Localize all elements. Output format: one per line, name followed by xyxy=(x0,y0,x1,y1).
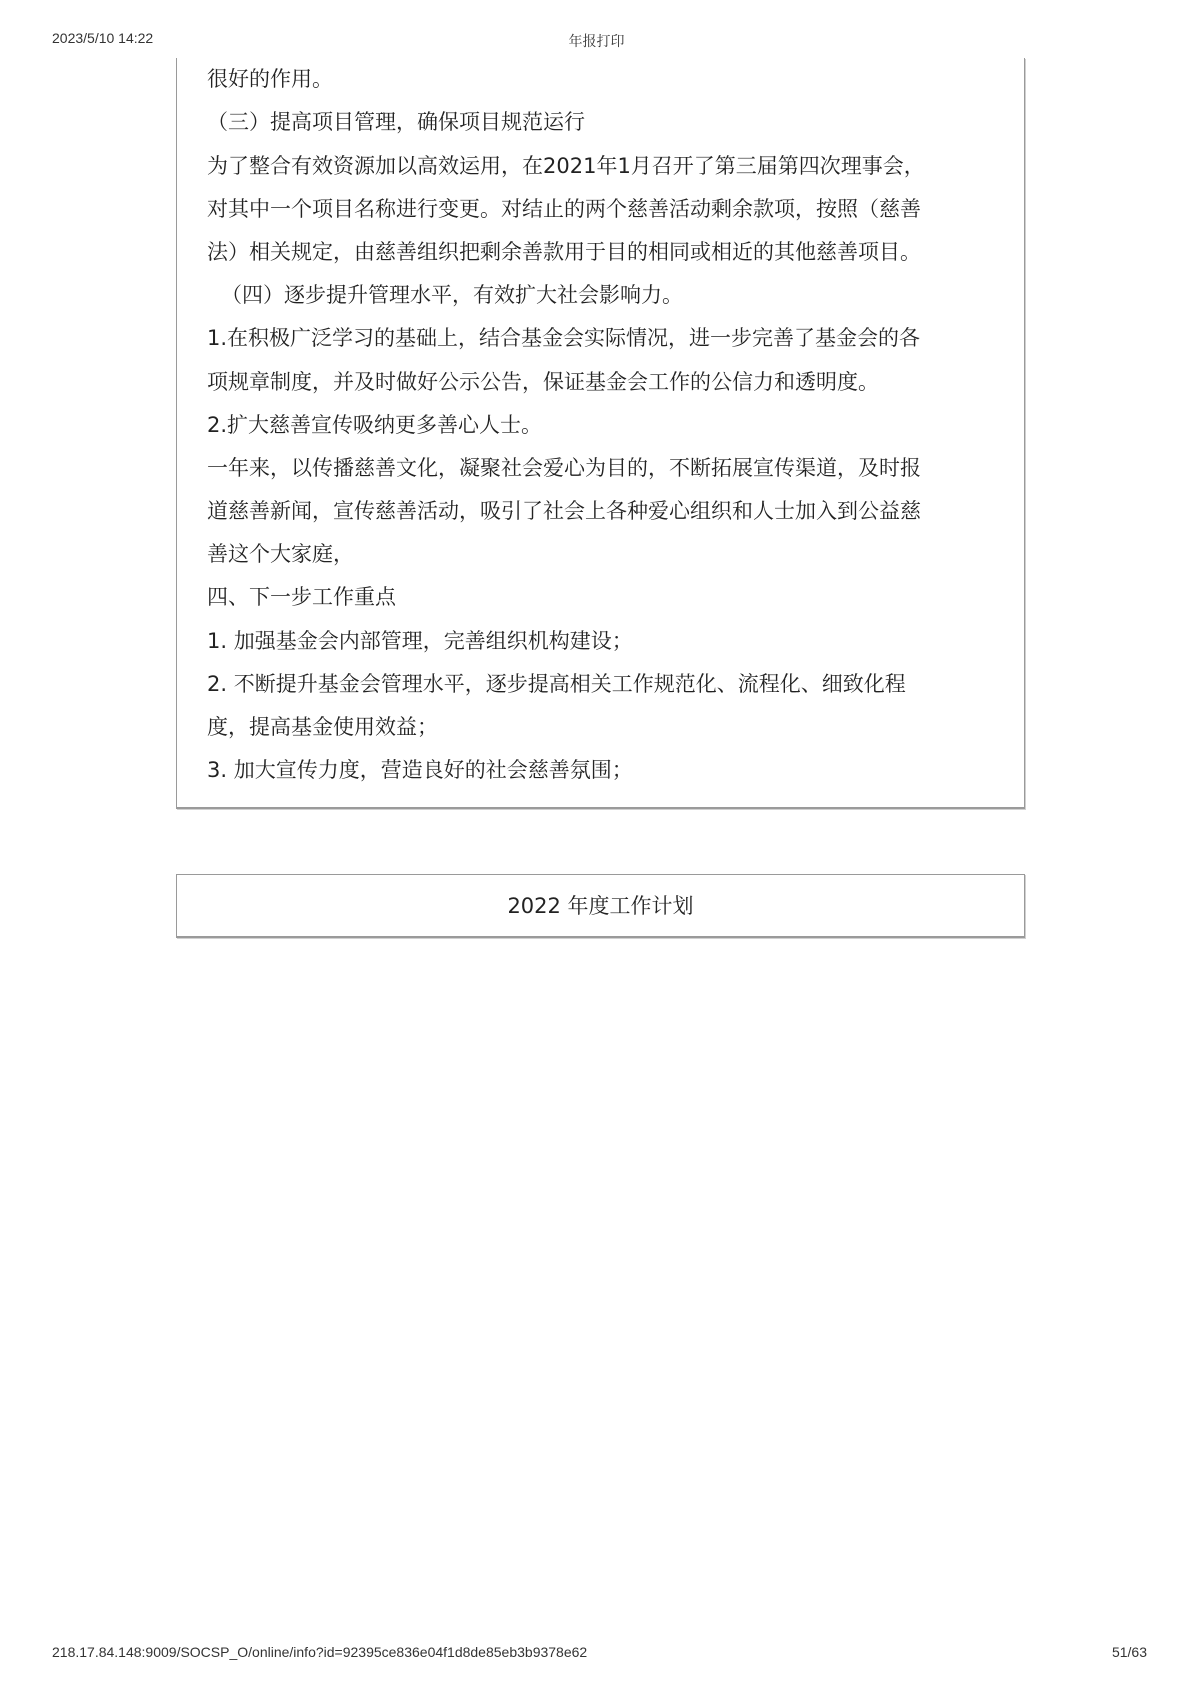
body-line: 很好的作用。 xyxy=(207,67,333,91)
work-plan-box xyxy=(176,874,1025,938)
body-line: 善这个大家庭， xyxy=(207,542,354,566)
section-heading-3: （三）提高项目管理，确保项目规范运行 xyxy=(207,110,585,134)
body-line: 对其中一个项目名称进行变更。对结止的两个慈善活动剩余款项，按照（慈善 xyxy=(207,197,921,221)
page-number: 51/63 xyxy=(1111,1644,1147,1660)
print-datetime: 2023/5/10 14:22 xyxy=(52,30,154,46)
print-title: 年报打印 xyxy=(568,34,625,50)
body-line: 2.扩大慈善宣传吸纳更多善心人士。 xyxy=(207,413,543,437)
body-line: 1.在积极广泛学习的基础上，结合基金会实际情况，进一步完善了基金会的各 xyxy=(207,326,921,350)
body-line: 为了整合有效资源加以高效运用，在2021年1月召开了第三届第四次理事会， xyxy=(207,154,925,178)
body-line: 项规章制度，并及时做好公示公告，保证基金会工作的公信力和透明度。 xyxy=(207,370,879,394)
body-line: 一年来，以传播慈善文化，凝聚社会爱心为目的，不断拓展宣传渠道，及时报 xyxy=(207,456,921,480)
list-item: 3. 加大宣传力度，营造良好的社会慈善氛围； xyxy=(207,758,633,782)
section-heading-next-steps: 四、下一步工作重点 xyxy=(207,585,396,609)
body-line: 道慈善新闻，宣传慈善活动，吸引了社会上各种爱心组织和人士加入到公益慈 xyxy=(207,499,921,523)
section-heading-4: （四）逐步提升管理水平，有效扩大社会影响力。 xyxy=(221,283,683,307)
page-url: 218.17.84.148:9009/SOCSP_O/online/info?id=92395ce836e04f1d8de85eb3b9378e62 xyxy=(52,1644,588,1660)
list-item: 1. 加强基金会内部管理，完善组织机构建设； xyxy=(207,629,633,653)
list-item: 2. 不断提升基金会管理水平，逐步提高相关工作规范化、流程化、细致化程 xyxy=(207,672,906,696)
list-item-continuation: 度，提高基金使用效益； xyxy=(207,715,438,739)
work-plan-title: 2022 年度工作计划 xyxy=(507,894,694,918)
body-line: 法）相关规定，由慈善组织把剩余善款用于目的相同或相近的其他慈善项目。 xyxy=(207,240,921,264)
